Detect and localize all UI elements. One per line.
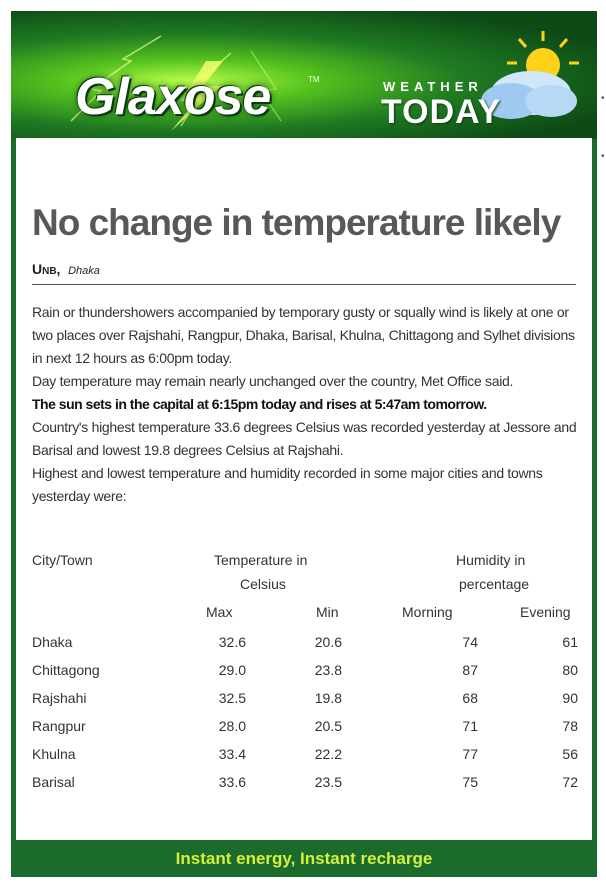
cell-min: 20.5 bbox=[314, 718, 342, 734]
cell-max: 32.5 bbox=[218, 690, 246, 706]
cell-city: Chittagong bbox=[32, 662, 100, 678]
sub-header-min: Min bbox=[316, 604, 339, 620]
margin-marks: • • bbox=[601, 93, 605, 162]
col-header-temperature-unit: Celsius bbox=[240, 576, 286, 592]
cell-min: 23.5 bbox=[314, 774, 342, 790]
byline-source: Unb, bbox=[32, 261, 61, 277]
col-header-humidity: Humidity in bbox=[456, 552, 526, 568]
tagline: Instant energy, Instant recharge bbox=[175, 849, 433, 868]
col-header-temperature: Temperature in bbox=[214, 552, 308, 568]
cell-morning: 71 bbox=[462, 718, 478, 734]
paragraph: Rain or thundershowers accompanied by temporary gusty or squally wind is likely at one or two places over Rajshahi, Rangpur, Dhaka, Barisal, Khulna, Chittagong and Sylhet divisions in next 12 hours as 6:00pm today. bbox=[32, 304, 575, 366]
cell-city: Khulna bbox=[32, 746, 76, 762]
sub-header-morning: Morning bbox=[402, 604, 453, 620]
cell-min: 19.8 bbox=[314, 690, 342, 706]
byline-location: Dhaka bbox=[68, 265, 100, 277]
sub-header-max: Max bbox=[206, 604, 233, 620]
cell-city: Barisal bbox=[32, 774, 75, 790]
cell-evening: 72 bbox=[562, 774, 578, 790]
paragraph-highlight: The sun sets in the capital at 6:15pm today and rises at 5:47am tomorrow. bbox=[32, 396, 487, 412]
cell-evening: 78 bbox=[562, 718, 578, 734]
weather-panel bbox=[11, 11, 597, 877]
cell-morning: 87 bbox=[462, 662, 478, 678]
cell-city: Dhaka bbox=[32, 634, 73, 650]
cell-evening: 90 bbox=[562, 690, 578, 706]
cell-evening: 56 bbox=[562, 746, 578, 762]
cell-city: Rangpur bbox=[32, 718, 86, 734]
divider bbox=[32, 284, 576, 285]
byline bbox=[32, 261, 100, 277]
cell-city: Rajshahi bbox=[32, 690, 87, 706]
cell-min: 22.2 bbox=[314, 746, 342, 762]
article-body bbox=[32, 301, 578, 508]
article-card bbox=[16, 138, 592, 840]
weather-today-logo bbox=[371, 31, 581, 131]
cell-max: 33.6 bbox=[218, 774, 246, 790]
col-header-city: City/Town bbox=[32, 552, 93, 568]
paragraph: Highest and lowest temperature and humidity recorded in some major cities and towns yesterday were: bbox=[32, 465, 543, 504]
trademark-mark: TM bbox=[308, 75, 320, 84]
sponsor-banner bbox=[11, 11, 597, 139]
sub-header-evening: Evening bbox=[520, 604, 571, 620]
cell-max: 28.0 bbox=[218, 718, 246, 734]
col-header-humidity-unit: percentage bbox=[459, 576, 530, 592]
cell-max: 32.6 bbox=[218, 634, 246, 650]
cell-morning: 74 bbox=[462, 634, 478, 650]
cell-morning: 77 bbox=[462, 746, 478, 762]
brand-logo: Glaxose bbox=[75, 68, 271, 126]
cell-max: 33.4 bbox=[218, 746, 246, 762]
weather-label: WEATHER bbox=[383, 79, 483, 94]
cell-evening: 61 bbox=[562, 634, 578, 650]
article-headline: No change in temperature likely bbox=[32, 202, 561, 243]
cell-max: 29.0 bbox=[218, 662, 246, 678]
paragraph: Day temperature may remain nearly unchanged over the country, Met Office said. bbox=[32, 373, 514, 389]
today-label: TODAY bbox=[381, 93, 502, 131]
cell-min: 20.6 bbox=[314, 634, 342, 650]
paragraph: Country's highest temperature 33.6 degrees Celsius was recorded yesterday at Jessore and Barisal and lowest 19.8 degrees Celsius at Rajshahi. bbox=[32, 419, 577, 458]
cell-morning: 75 bbox=[462, 774, 478, 790]
cell-evening: 80 bbox=[562, 662, 578, 678]
cell-morning: 68 bbox=[462, 690, 478, 706]
cell-min: 23.8 bbox=[314, 662, 342, 678]
